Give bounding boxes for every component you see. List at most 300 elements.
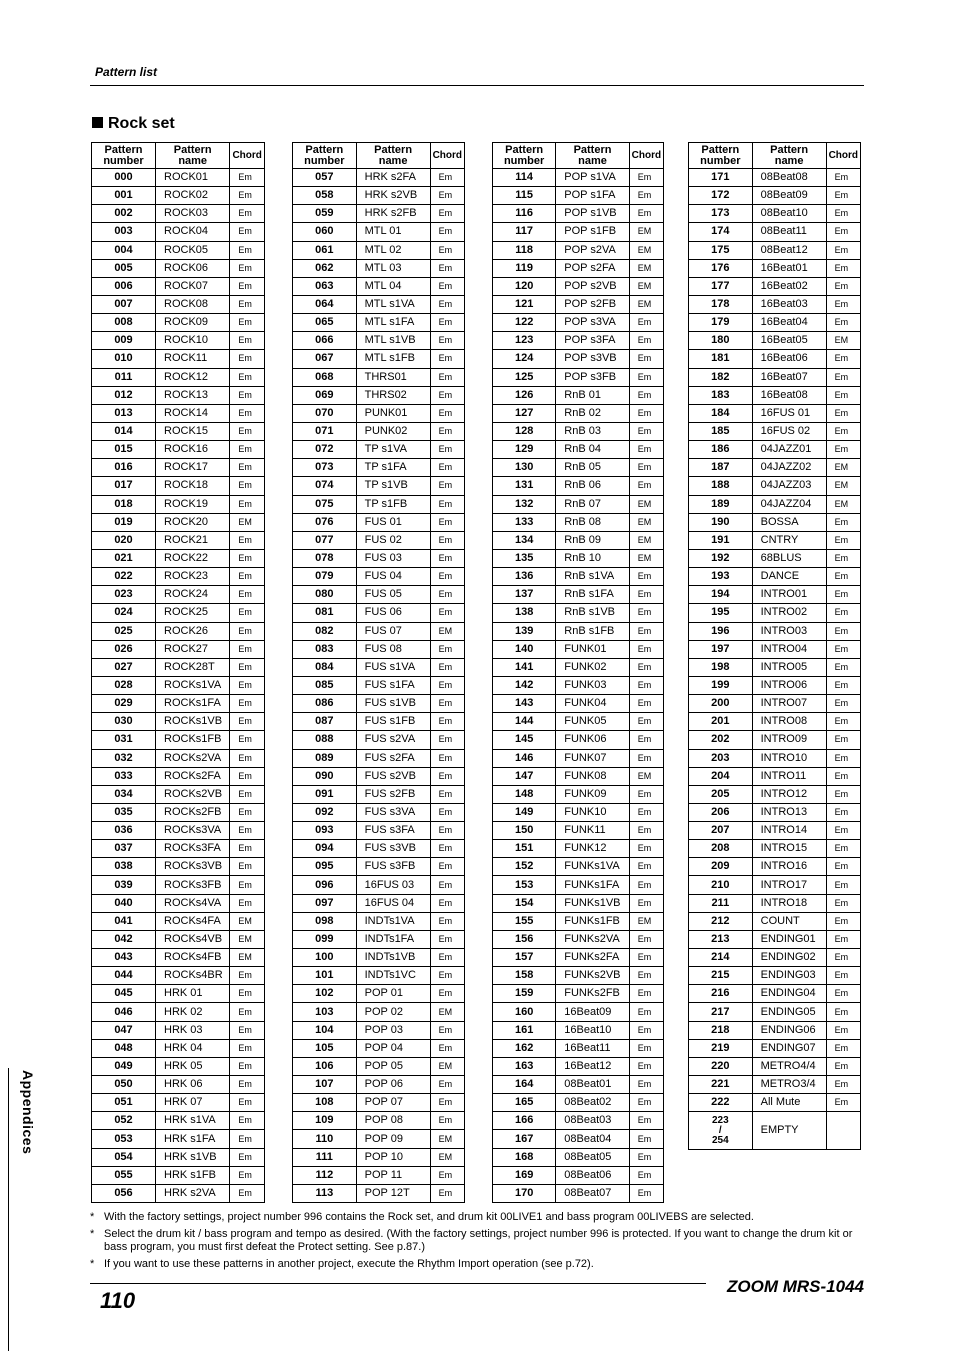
table-header-row [293, 143, 465, 169]
chord: Em [430, 912, 464, 930]
chord: EM [629, 277, 663, 295]
pattern-number: 052 [92, 1112, 156, 1130]
pattern-number: 192 [689, 549, 753, 567]
pattern-number: 068 [293, 368, 357, 386]
chord: Em [826, 1021, 860, 1039]
table-row [293, 223, 465, 241]
pattern-number: 082 [293, 622, 357, 640]
chord: Em [629, 803, 663, 821]
chord: Em [629, 368, 663, 386]
chord: Em [430, 985, 464, 1003]
pattern-number: 059 [293, 205, 357, 223]
table-row [92, 858, 265, 876]
pattern-number: 008 [92, 314, 156, 332]
table-row [493, 495, 664, 513]
table-row [293, 531, 465, 549]
table-row [92, 967, 265, 985]
pattern-number: 001 [92, 187, 156, 205]
chord: Em [629, 858, 663, 876]
table-row [689, 876, 861, 894]
chord: Em [230, 568, 265, 586]
pattern-number: 071 [293, 422, 357, 440]
pattern-number: 182 [689, 368, 753, 386]
chord: Em [230, 386, 265, 404]
pattern-number: 178 [689, 295, 753, 313]
chord: Em [430, 350, 464, 368]
pattern-number: 043 [92, 949, 156, 967]
chord: Em [430, 477, 464, 495]
pattern-number: 137 [493, 586, 556, 604]
pattern-number: 108 [293, 1094, 357, 1112]
pattern-number: 051 [92, 1094, 156, 1112]
chord: Em [430, 404, 464, 422]
pattern-name: INTRO07 [752, 695, 826, 713]
pattern-number: 044 [92, 967, 156, 985]
pattern-number: 214 [689, 949, 753, 967]
chord: Em [230, 731, 265, 749]
pattern-number: 159 [493, 985, 556, 1003]
table-row [689, 295, 861, 313]
pattern-number: 000 [92, 169, 156, 187]
chord: Em [629, 731, 663, 749]
table-row [293, 767, 465, 785]
pattern-number: 118 [493, 241, 556, 259]
chord: Em [230, 658, 265, 676]
pattern-name: TP s1FA [356, 459, 430, 477]
pattern-name: ROCKs3VA [156, 822, 230, 840]
pattern-number: 074 [293, 477, 357, 495]
table-row [689, 640, 861, 658]
pattern-number: 162 [493, 1039, 556, 1057]
pattern-number: 005 [92, 259, 156, 277]
pattern-number: 172 [689, 187, 753, 205]
chord: Em [826, 1039, 860, 1057]
pattern-number: 102 [293, 985, 357, 1003]
pattern-name: HRK 06 [156, 1076, 230, 1094]
header-pattern-number: Pattern number [92, 143, 156, 169]
pattern-number: 062 [293, 259, 357, 277]
table-row [293, 949, 465, 967]
table-row [293, 858, 465, 876]
pattern-name: 08Beat04 [556, 1130, 630, 1148]
pattern-number: 097 [293, 894, 357, 912]
pattern-name: CNTRY [752, 531, 826, 549]
pattern-number: 053 [92, 1130, 156, 1148]
table-row [293, 350, 465, 368]
chord: Em [826, 169, 860, 187]
pattern-number: 158 [493, 967, 556, 985]
table-row [493, 803, 664, 821]
table-row [689, 568, 861, 586]
pattern-name: ROCKs4FB [156, 949, 230, 967]
chord: Em [629, 441, 663, 459]
chord: Em [230, 586, 265, 604]
table-row [493, 187, 664, 205]
pattern-name: INTRO13 [752, 803, 826, 821]
pattern-number: 107 [293, 1076, 357, 1094]
pattern-number: 006 [92, 277, 156, 295]
table-row [293, 840, 465, 858]
table-row [92, 549, 265, 567]
table-row [493, 441, 664, 459]
table-row [293, 1112, 465, 1130]
pattern-name: 16Beat04 [752, 314, 826, 332]
table-row [293, 1184, 465, 1202]
pattern-name: 04JAZZ03 [752, 477, 826, 495]
pattern-name: POP 07 [356, 1094, 430, 1112]
table-row [293, 967, 465, 985]
pattern-number: 203 [689, 749, 753, 767]
table-row [493, 1112, 664, 1130]
pattern-name: POP s3FB [556, 368, 630, 386]
pattern-name: FUNK01 [556, 640, 630, 658]
chord: Em [826, 422, 860, 440]
pattern-number: 046 [92, 1003, 156, 1021]
side-tab-label: Appendices [20, 1070, 36, 1155]
pattern-name: FUS 01 [356, 513, 430, 531]
footnote [90, 1228, 865, 1254]
pattern-number: 127 [493, 404, 556, 422]
pattern-number: 171 [689, 169, 753, 187]
pattern-name: 08Beat10 [752, 205, 826, 223]
chord: Em [430, 459, 464, 477]
pattern-number: 133 [493, 513, 556, 531]
pattern-number: 112 [293, 1166, 357, 1184]
pattern-name: ROCK22 [156, 549, 230, 567]
table-row [293, 1003, 465, 1021]
chord: Em [430, 1112, 464, 1130]
pattern-number: 217 [689, 1003, 753, 1021]
pattern-number: 199 [689, 676, 753, 694]
pattern-name: HRK s1VB [156, 1148, 230, 1166]
table-row [493, 967, 664, 985]
chord: EM [629, 912, 663, 930]
pattern-name: FUS s2FB [356, 785, 430, 803]
pattern-number: 100 [293, 949, 357, 967]
chord: Em [629, 404, 663, 422]
chord: Em [430, 259, 464, 277]
pattern-number: 019 [92, 513, 156, 531]
pattern-name: 04JAZZ02 [752, 459, 826, 477]
pattern-number: 209 [689, 858, 753, 876]
pattern-number: 153 [493, 876, 556, 894]
table-row [689, 169, 861, 187]
pattern-name: TP s1VA [356, 441, 430, 459]
table-row [689, 731, 861, 749]
pattern-name: ROCK13 [156, 386, 230, 404]
pattern-number: 020 [92, 531, 156, 549]
pattern-name: FUS s3FB [356, 858, 430, 876]
chord: Em [826, 568, 860, 586]
pattern-number: 194 [689, 586, 753, 604]
pattern-name: FUS s3VA [356, 803, 430, 821]
pattern-name: FUNKs2VB [556, 967, 630, 985]
pattern-name: 16Beat02 [752, 277, 826, 295]
chord: Em [826, 531, 860, 549]
pattern-number: 130 [493, 459, 556, 477]
pattern-name: FUNKs1VA [556, 858, 630, 876]
chord: Em [826, 386, 860, 404]
header-pattern-name: Pattern name [752, 143, 826, 169]
pattern-name: 08Beat02 [556, 1094, 630, 1112]
chord: Em [430, 314, 464, 332]
chord: Em [629, 822, 663, 840]
pattern-name: FUNK12 [556, 840, 630, 858]
chord: Em [230, 314, 265, 332]
pattern-name: INTRO14 [752, 822, 826, 840]
chord: Em [629, 205, 663, 223]
pattern-number: 185 [689, 422, 753, 440]
table-row [493, 295, 664, 313]
pattern-name: POP s3FA [556, 332, 630, 350]
table-row [689, 1094, 861, 1112]
chord: Em [629, 1021, 663, 1039]
table-row [493, 713, 664, 731]
pattern-name: RnB 04 [556, 441, 630, 459]
table-row [493, 822, 664, 840]
pattern-number: 219 [689, 1039, 753, 1057]
pattern-number: 116 [493, 205, 556, 223]
table-row [293, 912, 465, 930]
pattern-name: ROCK09 [156, 314, 230, 332]
pattern-name: INTRO08 [752, 713, 826, 731]
chord: Em [230, 241, 265, 259]
pattern-name: INTRO10 [752, 749, 826, 767]
chord: Em [430, 749, 464, 767]
pattern-name: 08Beat12 [752, 241, 826, 259]
pattern-number: 033 [92, 767, 156, 785]
chord: EM [629, 513, 663, 531]
pattern-number: 072 [293, 441, 357, 459]
chord: Em [629, 350, 663, 368]
pattern-name: FUNK11 [556, 822, 630, 840]
pattern-number: 109 [293, 1112, 357, 1130]
pattern-name: DANCE [752, 568, 826, 586]
chord: Em [826, 676, 860, 694]
pattern-name: FUNK09 [556, 785, 630, 803]
pattern-number: 070 [293, 404, 357, 422]
chord: Em [230, 531, 265, 549]
table-row [293, 513, 465, 531]
pattern-name: HRK 07 [156, 1094, 230, 1112]
pattern-number: 177 [689, 277, 753, 295]
side-tab-rule [8, 1068, 9, 1351]
table-row [92, 1112, 265, 1130]
pattern-number: 079 [293, 568, 357, 586]
pattern-number: 022 [92, 568, 156, 586]
pattern-name: POP s1VB [556, 205, 630, 223]
pattern-name: HRK s1FA [156, 1130, 230, 1148]
pattern-name: FUS 05 [356, 586, 430, 604]
pattern-number: 104 [293, 1021, 357, 1039]
pattern-name: 16Beat09 [556, 1003, 630, 1021]
pattern-number: 189 [689, 495, 753, 513]
pattern-name: THRS02 [356, 386, 430, 404]
section-title-text: Rock set [108, 115, 175, 132]
pattern-name: TP s1FB [356, 495, 430, 513]
chord: Em [430, 295, 464, 313]
table-row [92, 404, 265, 422]
pattern-name: FUNK10 [556, 803, 630, 821]
chord: Em [629, 876, 663, 894]
pattern-number: 004 [92, 241, 156, 259]
pattern-name: POP 06 [356, 1076, 430, 1094]
chord: Em [826, 513, 860, 531]
chord: Em [629, 1039, 663, 1057]
table-row [493, 169, 664, 187]
chord: Em [826, 985, 860, 1003]
pattern-number: 117 [493, 223, 556, 241]
pattern-number: 095 [293, 858, 357, 876]
pattern-name: 16Beat07 [752, 368, 826, 386]
pattern-name: All Mute [752, 1094, 826, 1112]
table-row [92, 495, 265, 513]
table-row [92, 840, 265, 858]
table-row [689, 314, 861, 332]
pattern-number: 132 [493, 495, 556, 513]
pattern-name: MTL 03 [356, 259, 430, 277]
table-row [293, 1148, 465, 1166]
pattern-name: RnB 08 [556, 513, 630, 531]
pattern-number: 083 [293, 640, 357, 658]
pattern-number: 191 [689, 531, 753, 549]
pattern-name: INTRO09 [752, 731, 826, 749]
chord: Em [629, 713, 663, 731]
pattern-number: 126 [493, 386, 556, 404]
table-row [689, 513, 861, 531]
chord: Em [629, 695, 663, 713]
chord: Em [629, 840, 663, 858]
chord: Em [430, 586, 464, 604]
chord: Em [230, 495, 265, 513]
pattern-number: 110 [293, 1130, 357, 1148]
table-row [493, 205, 664, 223]
chord: Em [826, 277, 860, 295]
pattern-name: FUS s3VB [356, 840, 430, 858]
pattern-name: 16FUS 02 [752, 422, 826, 440]
table-row [293, 259, 465, 277]
table-row [493, 985, 664, 1003]
pattern-name: FUNKs2FA [556, 949, 630, 967]
header-chord: Chord [230, 143, 265, 169]
pattern-number: 134 [493, 531, 556, 549]
chord: Em [430, 640, 464, 658]
pattern-name: FUNK02 [556, 658, 630, 676]
pattern-name: ENDING07 [752, 1039, 826, 1057]
pattern-name: 68BLUS [752, 549, 826, 567]
pattern-name: ROCKs1FB [156, 731, 230, 749]
table-row [689, 422, 861, 440]
running-header: Pattern list [95, 65, 158, 79]
table-row [689, 912, 861, 930]
pattern-name: RnB 06 [556, 477, 630, 495]
chord: Em [629, 169, 663, 187]
table-row [92, 731, 265, 749]
pattern-name: FUS s2VB [356, 767, 430, 785]
table-row [92, 1148, 265, 1166]
table-header-row [92, 143, 265, 169]
pattern-name: RnB s1VB [556, 604, 630, 622]
pattern-number: 188 [689, 477, 753, 495]
pattern-name: 04JAZZ04 [752, 495, 826, 513]
table-row [493, 1021, 664, 1039]
table-row [689, 441, 861, 459]
pattern-number: 066 [293, 332, 357, 350]
pattern-number: 206 [689, 803, 753, 821]
chord: Em [230, 767, 265, 785]
pattern-name: MTL s1FA [356, 314, 430, 332]
pattern-name: FUS 08 [356, 640, 430, 658]
pattern-number: 098 [293, 912, 357, 930]
chord: Em [826, 549, 860, 567]
table-row [493, 586, 664, 604]
table-row [493, 858, 664, 876]
pattern-name: INDTs1VB [356, 949, 430, 967]
table-row [493, 1130, 664, 1148]
pattern-name: HRK s2FB [356, 205, 430, 223]
pattern-name: FUNK03 [556, 676, 630, 694]
pattern-name: FUNKs1FB [556, 912, 630, 930]
chord: Em [230, 1166, 265, 1184]
pattern-number: 157 [493, 949, 556, 967]
table-row [293, 822, 465, 840]
chord: Em [230, 187, 265, 205]
chord: EM [826, 495, 860, 513]
header-pattern-number: Pattern number [293, 143, 357, 169]
table-row [493, 259, 664, 277]
table-row [293, 386, 465, 404]
pattern-name: 08Beat11 [752, 223, 826, 241]
chord: Em [826, 1076, 860, 1094]
table-row [689, 767, 861, 785]
table-row [293, 314, 465, 332]
chord: Em [430, 368, 464, 386]
chord: Em [629, 985, 663, 1003]
chord: Em [430, 949, 464, 967]
pattern-name: METRO3/4 [752, 1076, 826, 1094]
table-row [493, 223, 664, 241]
chord: Em [826, 912, 860, 930]
table-row [689, 277, 861, 295]
pattern-name: INTRO11 [752, 767, 826, 785]
chord: EM [629, 295, 663, 313]
pattern-name: ROCK20 [156, 513, 230, 531]
chord: Em [230, 1148, 265, 1166]
pattern-name: POP s2FB [556, 295, 630, 313]
pattern-name: HRK 05 [156, 1057, 230, 1075]
table-row [493, 785, 664, 803]
chord: Em [826, 876, 860, 894]
pattern-name: MTL s1VB [356, 332, 430, 350]
table-row [92, 259, 265, 277]
table-row [293, 876, 465, 894]
chord: Em [826, 223, 860, 241]
chord: Em [230, 368, 265, 386]
pattern-number: 054 [92, 1148, 156, 1166]
table-row [493, 640, 664, 658]
table-row [689, 604, 861, 622]
pattern-name: MTL s1VA [356, 295, 430, 313]
chord: Em [430, 822, 464, 840]
table-row [689, 459, 861, 477]
chord: Em [230, 1184, 265, 1202]
table-row [92, 531, 265, 549]
table-row [493, 767, 664, 785]
pattern-number: 147 [493, 767, 556, 785]
chord: Em [629, 1184, 663, 1202]
table-row [689, 858, 861, 876]
chord: Em [230, 1094, 265, 1112]
